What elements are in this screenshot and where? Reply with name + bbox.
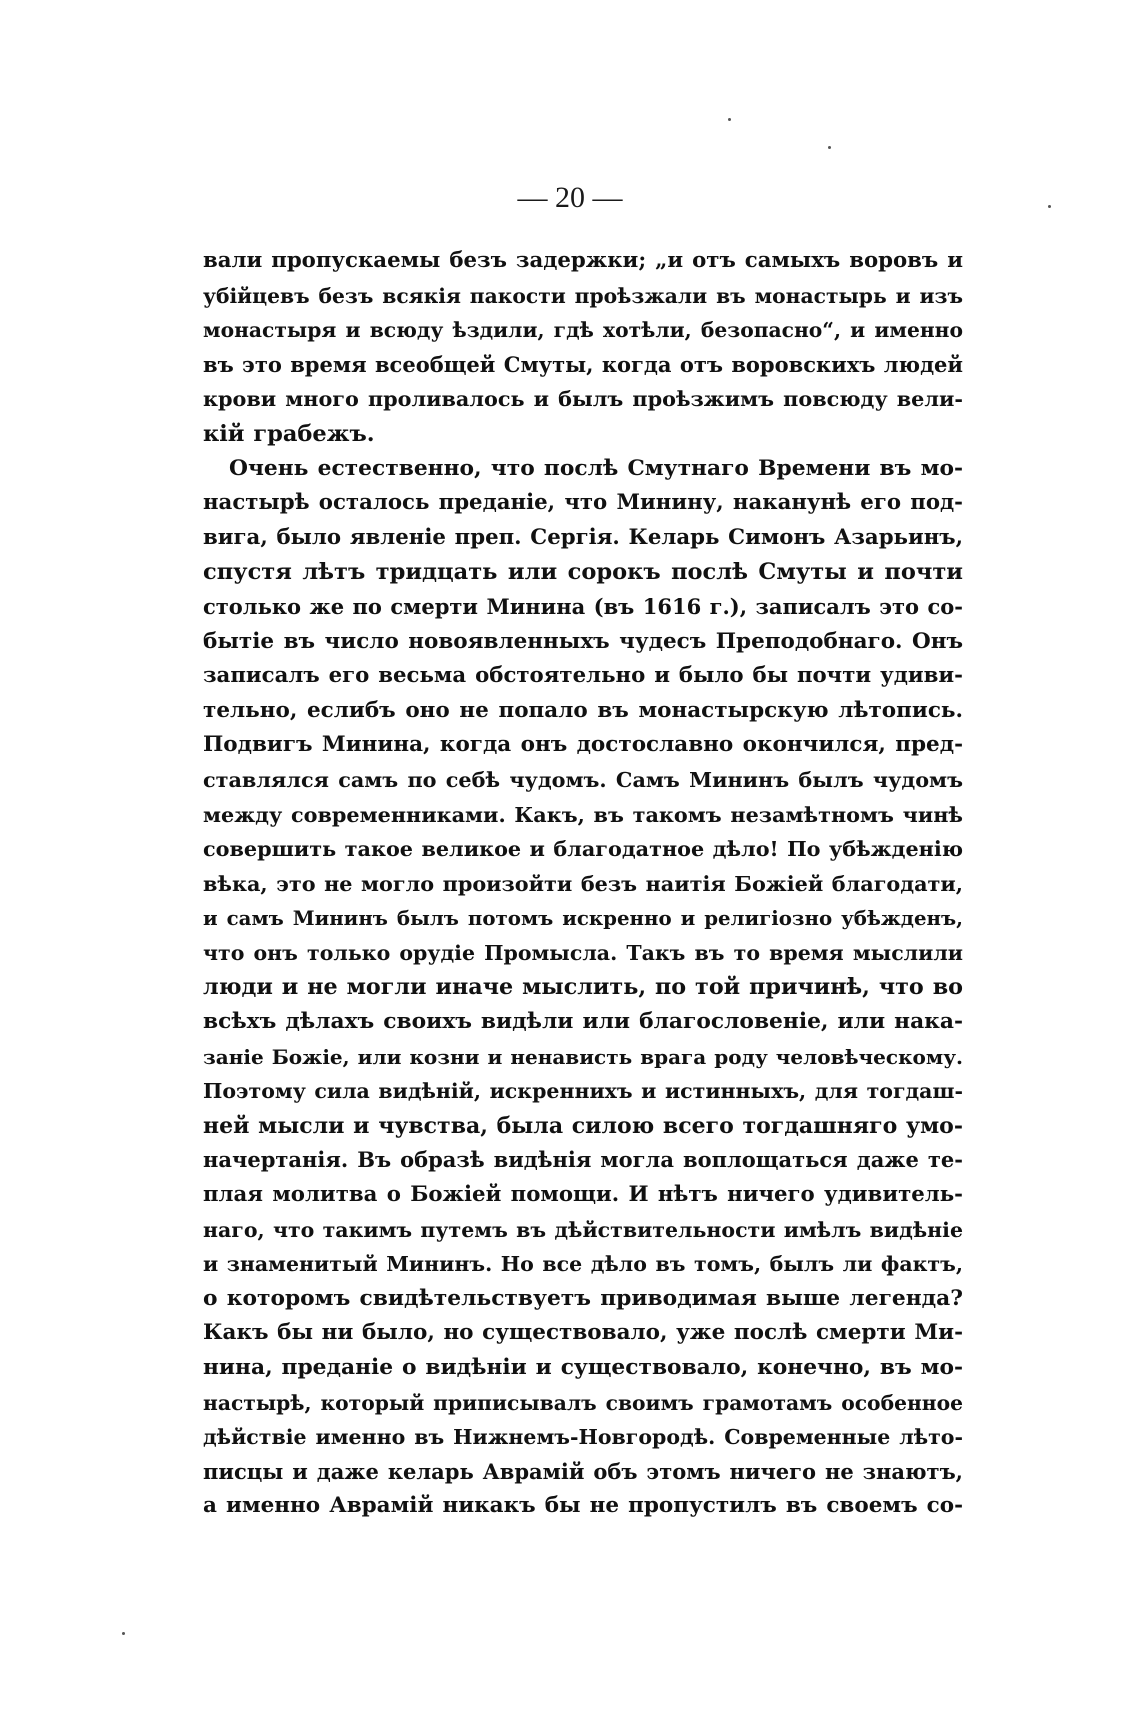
scan-speck: [828, 146, 831, 149]
text-line: наго, что такимъ путемъ въ дѣйствительности имѣлъ видѣніе: [203, 1217, 963, 1242]
text-line: Поэтому сила видѣній, искреннихъ и истинныхъ, для тогдаш-: [203, 1079, 963, 1104]
text-line: начертанія. Въ образѣ видѣнія могла воплощаться даже те-: [203, 1147, 963, 1173]
text-line: а именно Аврамій никакъ бы не пропустилъ въ своемъ со-: [203, 1493, 963, 1519]
text-line: бытіе въ число новоявленныхъ чудесъ Преподобнаго. Онъ: [203, 628, 963, 654]
text-line: совершить такое великое и благодатное дѣло! По убѣжденію: [203, 837, 963, 862]
text-line: дѣйствіе именно въ Нижнемъ-Новгородѣ. Современные лѣто-: [203, 1425, 963, 1450]
page-number: — 20 —: [517, 181, 623, 214]
text-line: и самъ Мининъ былъ потомъ искренно и религіозно убѣжденъ,: [203, 906, 963, 931]
text-line: о которомъ свидѣтельствуетъ приводимая выше легенда?: [203, 1285, 963, 1311]
text-line: ней мысли и чувства, была силою всего тогдашняго умо-: [203, 1112, 963, 1139]
text-line: убійцевъ безъ всякія пакости проѣзжали въ монастырь и изъ: [203, 283, 963, 308]
text-line: вѣка, это не могло произойти безъ наитія Божіей благодати,: [203, 871, 963, 896]
text-line: монастыря и всюду ѣздили, гдѣ хотѣли, безопасно“, и именно: [203, 318, 963, 343]
text-line: всѣхъ дѣлахъ своихъ видѣли или благословеніе, или нака-: [203, 1009, 963, 1035]
text-line: плая молитва о Божіей помощи. И нѣтъ ничего удивитель-: [203, 1182, 963, 1208]
text-line: между современниками. Какъ, въ такомъ незамѣтномъ чинѣ: [203, 802, 963, 827]
text-line: люди и не могли иначе мыслить, по той причинѣ, что во: [203, 974, 963, 1001]
scan-speck: [728, 118, 731, 121]
text-line: ставлялся самъ по себѣ чудомъ. Самъ Мининъ былъ чудомъ: [203, 767, 963, 792]
paragraph: [203, 452, 963, 1524]
scan-speck: [1048, 205, 1051, 208]
text-line: столько же по смерти Минина (въ 1616 г.), записалъ это со-: [203, 593, 963, 619]
text-line: вали пропускаемы безъ задержки; „и отъ самыхъ воровъ и: [203, 248, 963, 273]
text-line: Какъ бы ни было, но существовало, уже послѣ смерти Ми-: [203, 1320, 963, 1346]
body-text: [203, 244, 963, 1524]
text-line: въ это время всеобщей Смуты, когда отъ воровскихъ людей: [203, 351, 963, 377]
text-line: нина, преданіе о видѣніи и существовало, конечно, въ мо-: [203, 1355, 963, 1380]
text-line: настырѣ, который приписывалъ своимъ грамотамъ особенное: [203, 1390, 963, 1415]
text-line: Очень естественно, что послѣ Смутнаго Времени въ мо-: [229, 455, 963, 481]
scan-speck: [122, 1632, 125, 1635]
text-line: кій грабежъ.: [203, 420, 375, 447]
text-line: вига, было явленіе преп. Сергія. Келарь Симонъ Азарьинъ,: [203, 524, 963, 550]
text-line: заніе Божіе, или козни и ненависть врага роду человѣческому.: [203, 1044, 963, 1069]
paragraph: [203, 244, 963, 452]
text-line: Подвигъ Минина, когда онъ достославно окончился, пред-: [203, 732, 963, 758]
text-line: настырѣ осталось преданіе, что Минину, наканунѣ его под-: [203, 490, 963, 516]
text-line: спустя лѣтъ тридцать или сорокъ послѣ Смуты и почти: [203, 559, 963, 586]
text-line: писцы и даже келарь Аврамій объ этомъ ничего не знаютъ,: [203, 1458, 963, 1484]
text-line: записалъ его весьма обстоятельно и было бы почти удиви-: [203, 663, 963, 689]
text-line: тельно, еслибъ оно не попало въ монастырскую лѣтопись.: [203, 697, 963, 723]
text-line: и знаменитый Мининъ. Но все дѣло въ томъ, былъ ли фактъ,: [203, 1252, 963, 1277]
text-line: крови много проливалось и былъ проѣзжимъ повсюду вели-: [203, 387, 963, 412]
text-line: что онъ только орудіе Промысла. Такъ въ то время мыслили: [203, 940, 963, 965]
